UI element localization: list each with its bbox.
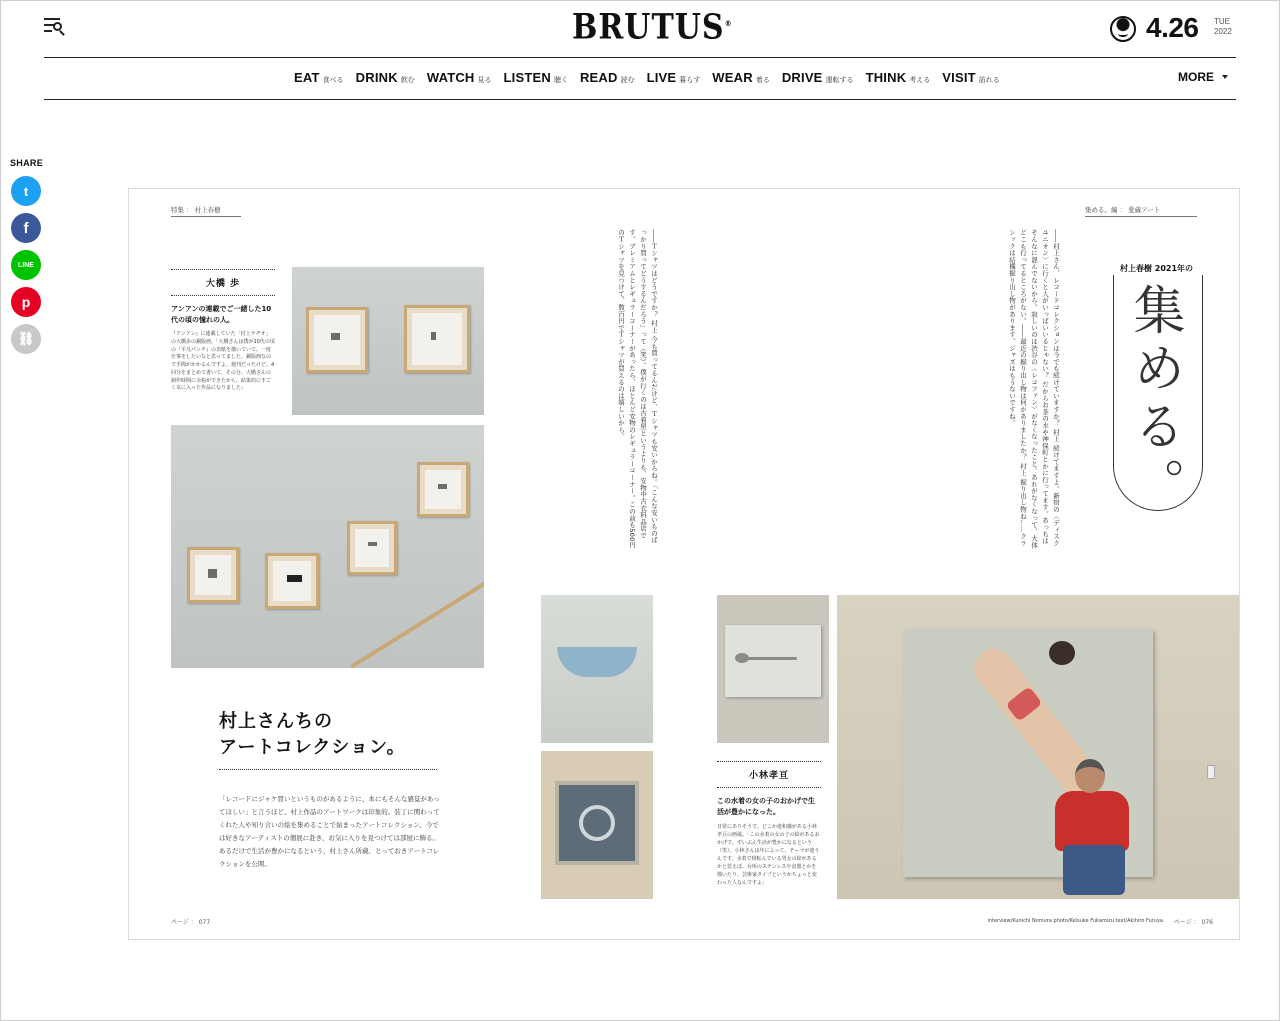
nav-item-eat[interactable] <box>294 70 344 85</box>
nav-item-visit[interactable] <box>942 70 1000 85</box>
framed-print <box>306 307 368 373</box>
interview-column-left: ――Ｔシャツはどうですか？ 村上 今も買ってるんだけど、Ｔシャツも安いからね。「こんな安いものばっかり買ってどうするんだろう」って（笑）。僕が行くのは古着屋というよりも、安物中古衣料品店です。プレミアムとレギュラーコーナーがあったら、ほとんど安物のレギュラーコーナー。この前も500円のＴシャツを見つけて、数百円でＴシャツが買えるのは嬉しいから。 <box>617 229 658 549</box>
profile-caption: 『アンアン』に連載していた「村上ラヂオ」の大橋歩の銅版画。「大橋さんは僕が10代の頃の『平凡パンチ』の表紙を描いていて、一度仕事をしたいなと思ってました。銅版画なので手間がかかるんですよ。週刊だったけど、4回分をまとめて書いて、その分、大橋さんの制作時間に余裕ができたから、結果的にすごく気に入った作品になりました」 <box>171 331 275 392</box>
nav-label: WATCH <box>426 70 475 85</box>
dotted-divider <box>717 761 821 762</box>
menu-search-icon[interactable] <box>44 16 66 36</box>
article-title <box>219 709 406 761</box>
nav-list <box>294 70 1000 85</box>
nav-label: DRINK <box>355 70 398 85</box>
feature-title: 集める。 <box>1124 283 1184 515</box>
feature-year-label: 村上春樹 2021年の <box>1120 264 1194 273</box>
person-head <box>1075 759 1105 793</box>
main-nav <box>44 58 1236 100</box>
photo-credits: interview/Kunichi Nomura photo/Keisuke Fukamizu text/Akihiro Furuya <box>987 918 1163 924</box>
figure-hair <box>1049 641 1075 665</box>
link-icon: ⛓ <box>17 331 35 346</box>
left-page <box>129 189 685 940</box>
dotted-divider <box>171 295 275 296</box>
date-year: 2022 <box>1214 27 1232 36</box>
nav-sublabel: 訪れる <box>978 76 1000 84</box>
logo-registered-mark: ® <box>724 18 733 29</box>
spoon-bowl <box>735 653 749 663</box>
site-header <box>44 0 1236 58</box>
dotted-divider <box>717 787 821 788</box>
framed-print <box>417 462 469 517</box>
nav-label: WEAR <box>712 70 753 85</box>
pinterest-icon: p <box>21 294 31 310</box>
caret-down-icon <box>1222 75 1228 79</box>
photo-square-plate <box>541 751 653 899</box>
nav-item-wear[interactable] <box>712 70 770 85</box>
nav-sublabel: 聴く <box>553 76 568 84</box>
more-menu-button[interactable] <box>1178 70 1228 84</box>
dotted-divider <box>219 769 437 770</box>
framed-print <box>347 521 397 575</box>
profile-caption: 日常にありそうで、どこか違和感がある小林孝亘の画風。「この水着の女の子の絵があるおかげで、ずいぶん生活が豊かになるという（笑）。小林さんは年によって、テーマが違うんです。水着で寝転んでいる男女の絵があるかと思えば、台所のステンレスや食器とかを描いたり。芸術家タイプというかちょっと変わった人なんですよ」 <box>717 824 820 886</box>
share-label: SHARE <box>10 158 44 168</box>
profile-headline: この水着の女の子のおかげで生活が豊かになった。 <box>717 797 815 816</box>
nav-label: THINK <box>865 70 907 85</box>
nav-label: LIVE <box>646 70 677 85</box>
logo-text: BRUTUS <box>572 7 725 48</box>
nav-label: DRIVE <box>781 70 823 85</box>
twitter-icon: t <box>23 183 29 199</box>
nav-item-drink[interactable] <box>356 70 415 85</box>
framed-print <box>187 547 239 603</box>
running-head-right: 集める。編 ： 愛蔵アート <box>1085 205 1197 217</box>
plate-ring <box>579 805 615 841</box>
wall-switch <box>1207 765 1215 779</box>
profile-name: 大橋 歩 <box>205 279 241 289</box>
bowl-shape <box>557 647 637 677</box>
photo-blue-bowl <box>541 595 653 743</box>
issue-date <box>1110 12 1236 48</box>
nav-label: READ <box>579 70 618 85</box>
nav-sublabel: 読む <box>620 76 635 84</box>
article-lead: 「レコードにジャケ買いというものがあるように、本にもそんな感覚があってほしい」と言うほど、村上作品のアートワークは印象的。装丁に関わってくれた人や知り合いの絵を集めることで始まったアートコレクション。今では好きなアーティストの個展に赴き、お気に入りを見つけては部屋に飾る。あるだけで生活が豊かになるという、村上さん所蔵、とっておきアートコレクションを公開。 <box>219 795 440 868</box>
magazine-spread <box>128 188 1240 940</box>
title-line-2: アートコレクション。 <box>219 737 406 758</box>
nav-item-watch[interactable] <box>427 70 492 85</box>
stair-rail <box>350 565 484 668</box>
profile-kobayashi <box>717 757 821 887</box>
nav-sublabel: 運転する <box>825 76 854 84</box>
nav-item-live[interactable] <box>647 70 701 85</box>
pinterest-share-button[interactable] <box>11 287 41 317</box>
page-number-right: ページ ： 076 <box>1173 919 1213 926</box>
facebook-share-button[interactable] <box>11 213 41 243</box>
page-number-left: ページ ： 077 <box>171 919 211 926</box>
framed-print <box>404 305 470 373</box>
person-jeans <box>1063 845 1125 895</box>
photo-two-prints <box>292 267 484 415</box>
framed-print <box>265 553 319 609</box>
title-line-1: 村上さんちの <box>219 711 333 732</box>
nav-label: EAT <box>294 70 320 85</box>
nav-sublabel: 暮らす <box>679 76 701 84</box>
dotted-divider <box>171 269 275 270</box>
date-number: 4.26 <box>1146 12 1199 43</box>
profile-headline: アンアンの連載でご一緒した10代の頃の憧れの人。 <box>171 305 272 324</box>
copy-link-button[interactable] <box>11 324 41 354</box>
profile-ohashi <box>171 265 275 393</box>
brutus-logo[interactable] <box>572 7 733 47</box>
nav-sublabel: 着る <box>755 76 770 84</box>
person-shirt <box>1055 791 1129 851</box>
line-icon: LINE <box>18 261 34 269</box>
more-label: MORE <box>1178 70 1214 84</box>
nav-item-listen[interactable] <box>504 70 568 85</box>
spoon-shape <box>743 657 797 660</box>
nav-label: VISIT <box>942 70 976 85</box>
photo-staircase-prints <box>171 425 484 668</box>
nav-label: LISTEN <box>503 70 551 85</box>
nav-sublabel: 見る <box>477 76 492 84</box>
nav-item-think[interactable] <box>866 70 931 85</box>
nav-item-read[interactable] <box>580 70 635 85</box>
right-page <box>685 189 1240 940</box>
interview-column-right: ――村上さん、レコードコレクションは今でも続けていますか？ 村上 続けてますよ。新宿の〈ディスクユニオン〉に行くと人がいっぱいいるじゃない？ だからお茶の水や神保町とかに行ってます。あっちはそんなに混んでないから。寂しいのは渋谷の〈レコファン〉がなくなったこと。あれがなくなって、大体どこも行ってるところがない。――最近の掘り出し物は何かありましたか？ 村上 掘り出し物ね……クラシックは結構掘り出し物があります。ジャズはもうないですね。 <box>1008 229 1060 549</box>
share-bar <box>10 158 44 361</box>
nav-sublabel: 飲む <box>400 76 415 84</box>
photo-spoon-painting <box>717 595 829 743</box>
nav-sublabel: 食べる <box>322 76 344 84</box>
date-day-of-week: TUE <box>1214 17 1230 26</box>
twitter-share-button[interactable] <box>11 176 41 206</box>
nav-item-drive[interactable] <box>782 70 854 85</box>
facebook-icon: f <box>23 219 29 237</box>
profile-name: 小林孝亘 <box>748 771 789 781</box>
photo-swimsuit-painting <box>837 595 1240 899</box>
mascot-icon <box>1110 16 1136 42</box>
running-head-left: 特集 ： 村上春樹 <box>171 205 241 217</box>
nav-sublabel: 考える <box>909 76 931 84</box>
line-share-button[interactable] <box>11 250 41 280</box>
